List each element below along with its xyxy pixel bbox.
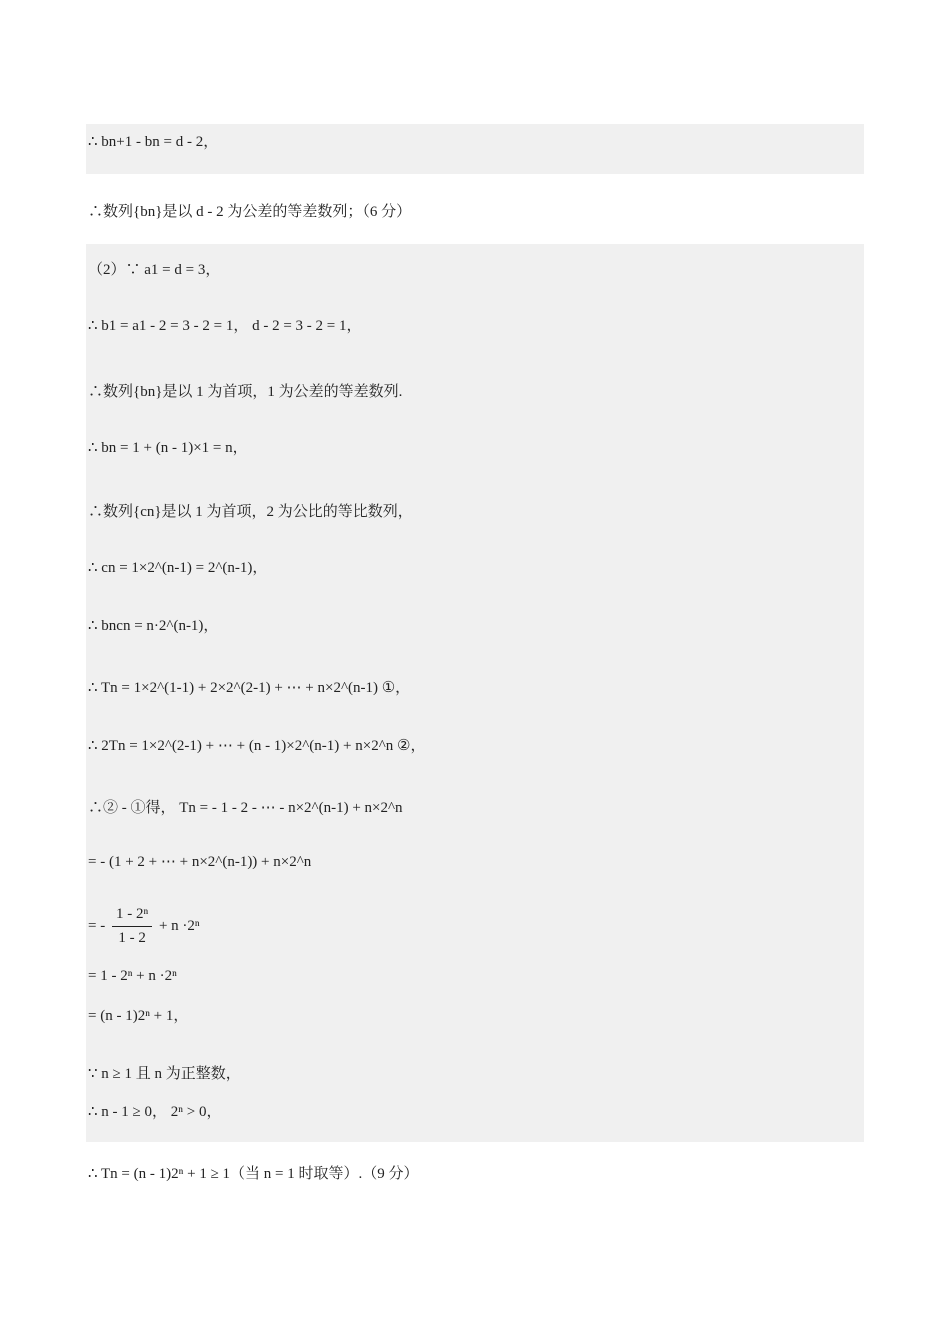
solution-line-10: ∴ Tn = 1×2^(1-1) + 2×2^(2-1) + ⋯ + n×2^(n-1) ①，	[88, 680, 411, 696]
solution-line-11: ∴ 2Tn = 1×2^(2-1) + ⋯ + (n - 1)×2^(n-1) + n×2^n ②，	[88, 738, 426, 754]
solution-line-3: （2）∵ a1 = d = 3，	[88, 262, 221, 278]
line-14-suffix: + n ·2ⁿ	[158, 917, 200, 934]
solution-line-13: = - (1 + 2 + ⋯ + n×2^(n-1)) + n×2^n	[88, 854, 312, 870]
fraction-numerator: 1 - 2ⁿ	[112, 906, 152, 927]
fraction-denominator: 1 - 2	[118, 930, 146, 946]
solution-line-17: ∵ n ≥ 1 且 n 为正整数，	[88, 1066, 241, 1082]
solution-line-14	[88, 906, 200, 947]
solution-line-8: ∴ cn = 1×2^(n-1) = 2^(n-1)，	[88, 560, 268, 576]
solution-line-5: ∴数列{bn}是以 1 为首项，1 为公差的等差数列.	[88, 384, 403, 400]
solution-line-2: ∴数列{bn}是以 d - 2 为公差的等差数列；（6 分）	[88, 204, 412, 220]
solution-line-1: ∴ bn+1 - bn = d - 2，	[88, 134, 219, 150]
solution-line-19: ∴ Tn = (n - 1)2ⁿ + 1 ≥ 1（当 n = 1 时取等）.（9 分）	[88, 1166, 419, 1182]
line-14-prefix: = -	[88, 917, 106, 934]
fraction	[112, 906, 152, 947]
solution-line-15: = 1 - 2ⁿ + n ·2ⁿ	[88, 968, 177, 984]
solution-line-9: ∴ bncn = n·2^(n-1)，	[88, 618, 219, 634]
solution-line-16: = (n - 1)2ⁿ + 1，	[88, 1008, 189, 1024]
solution-line-4: ∴ b1 = a1 - 2 = 3 - 2 = 1， d - 2 = 3 - 2 = 1，	[88, 318, 362, 334]
solution-line-18: ∴ n - 1 ≥ 0， 2ⁿ > 0，	[88, 1104, 222, 1120]
solution-line-7: ∴数列{cn}是以 1 为首项，2 为公比的等比数列，	[88, 504, 413, 520]
solution-line-12: ∴② - ①得， Tn = - 1 - 2 - ⋯ - n×2^(n-1) + n×2^n	[88, 800, 403, 816]
solution-line-6: ∴ bn = 1 + (n - 1)×1 = n，	[88, 440, 248, 456]
